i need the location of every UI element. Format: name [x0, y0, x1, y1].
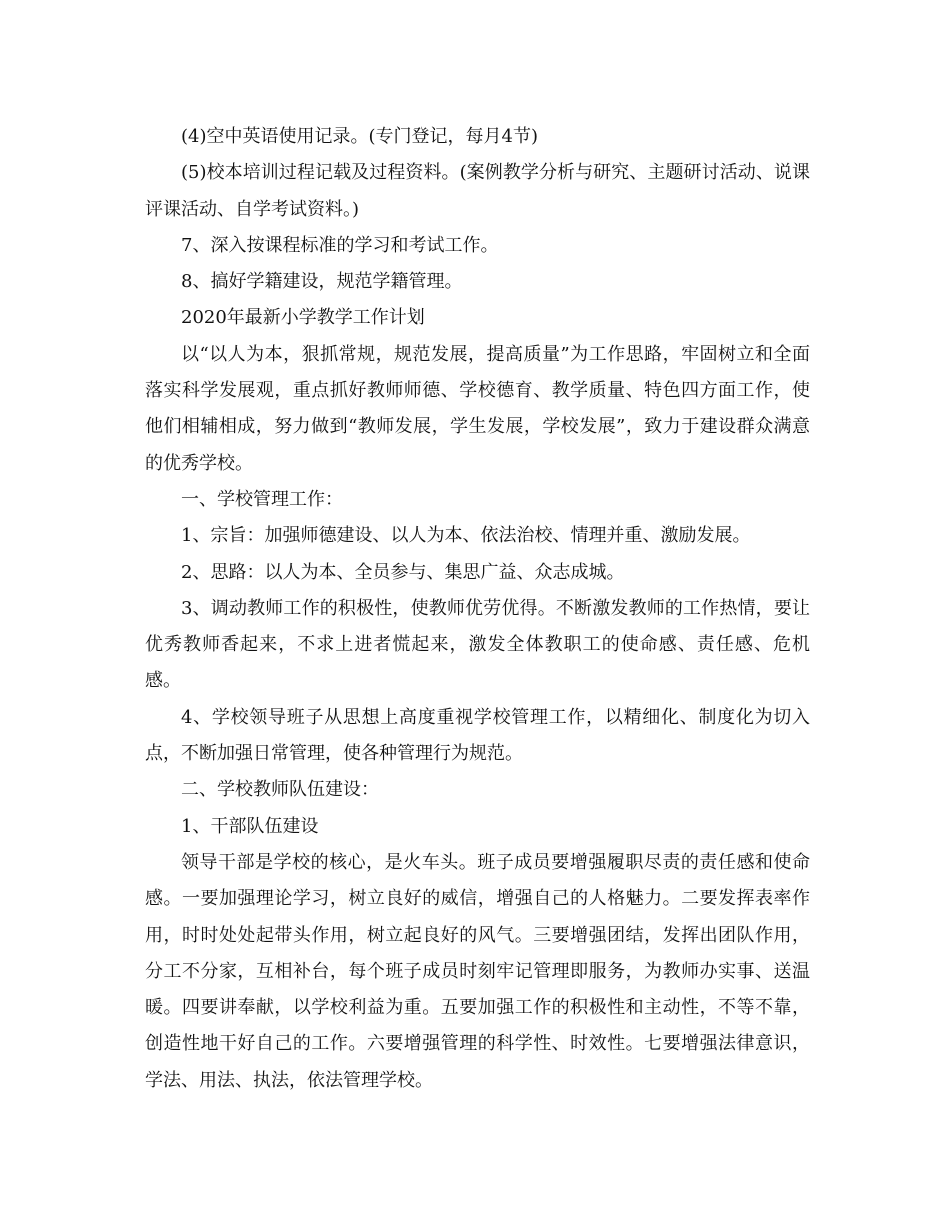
heading-school-management: 一、学校管理工作：: [181, 488, 343, 510]
paragraph-curriculum-standards: 7、深入按课程标准的学习和考试工作。: [181, 234, 499, 256]
section-title-work-plan: 2020年最新小学教学工作计划: [181, 307, 425, 329]
paragraph-teacher-motivation: 3、调动教师工作的积极性，使教师优劳优得。不断激发教师的工作热情，要让优秀教师香起来，不求上进者慌起来，激发全体教职工的使命感、责任感、危机感。: [145, 597, 810, 692]
paragraph-approach: 2、思路：以人为本、全员参与、集思广益、众志成城。: [181, 561, 625, 583]
document-body: [145, 119, 810, 1099]
heading-teacher-team: 二、学校教师队伍建设：: [181, 779, 379, 801]
paragraph-school-training: (5)校本培训过程记载及过程资料。(案例教学分析与研究、主题研讨活动、说课评课活动、自学考试资料。): [145, 162, 810, 220]
paragraph-cadre-duties: 领导干部是学校的核心，是火车头。班子成员要增强履职尽责的责任感和使命感。一要加强理论学习，树立良好的威信，增强自己的人格魅力。二要发挥表率作用，时时处处起带头作用，树立起良好的风气。三要增强团结，发挥出团队作用，分工不分家，互相补台，每个班子成员时刻牢记管理即服务，为教师办实事、送温暖。四要讲奉献，以学校利益为重。五要加强工作的积极性和主动性，不等不靠，创造性地干好自己的工作。六要增强管理的科学性、时效性。七要增强法律意识，学法、用法、执法，依法管理学校。: [145, 851, 810, 1091]
paragraph-english-record: (4)空中英语使用记录。(专门登记，每月4节): [181, 126, 538, 147]
paragraph-leadership-management: 4、学校领导班子从思想上高度重视学校管理工作，以精细化、制度化为切入点，不断加强日常管理，使各种管理行为规范。: [145, 706, 810, 765]
paragraph-work-philosophy: 以“以人为本，狠抓常规，规范发展，提高质量”为工作思路，牢固树立和全面落实科学发展观，重点抓好教师师德、学校德育、教学质量、特色四方面工作，使他们相辅相成，努力做到“教师发展，学生发展，学校发展”，致力于建设群众满意的优秀学校。: [145, 343, 810, 474]
paragraph-purpose: 1、宗旨：加强师德建设、以人为本、依法治校、情理并重、激励发展。: [181, 525, 751, 547]
heading-cadre-team: 1、干部队伍建设: [181, 815, 319, 837]
paragraph-student-records: 8、搞好学籍建设，规范学籍管理。: [181, 271, 463, 293]
